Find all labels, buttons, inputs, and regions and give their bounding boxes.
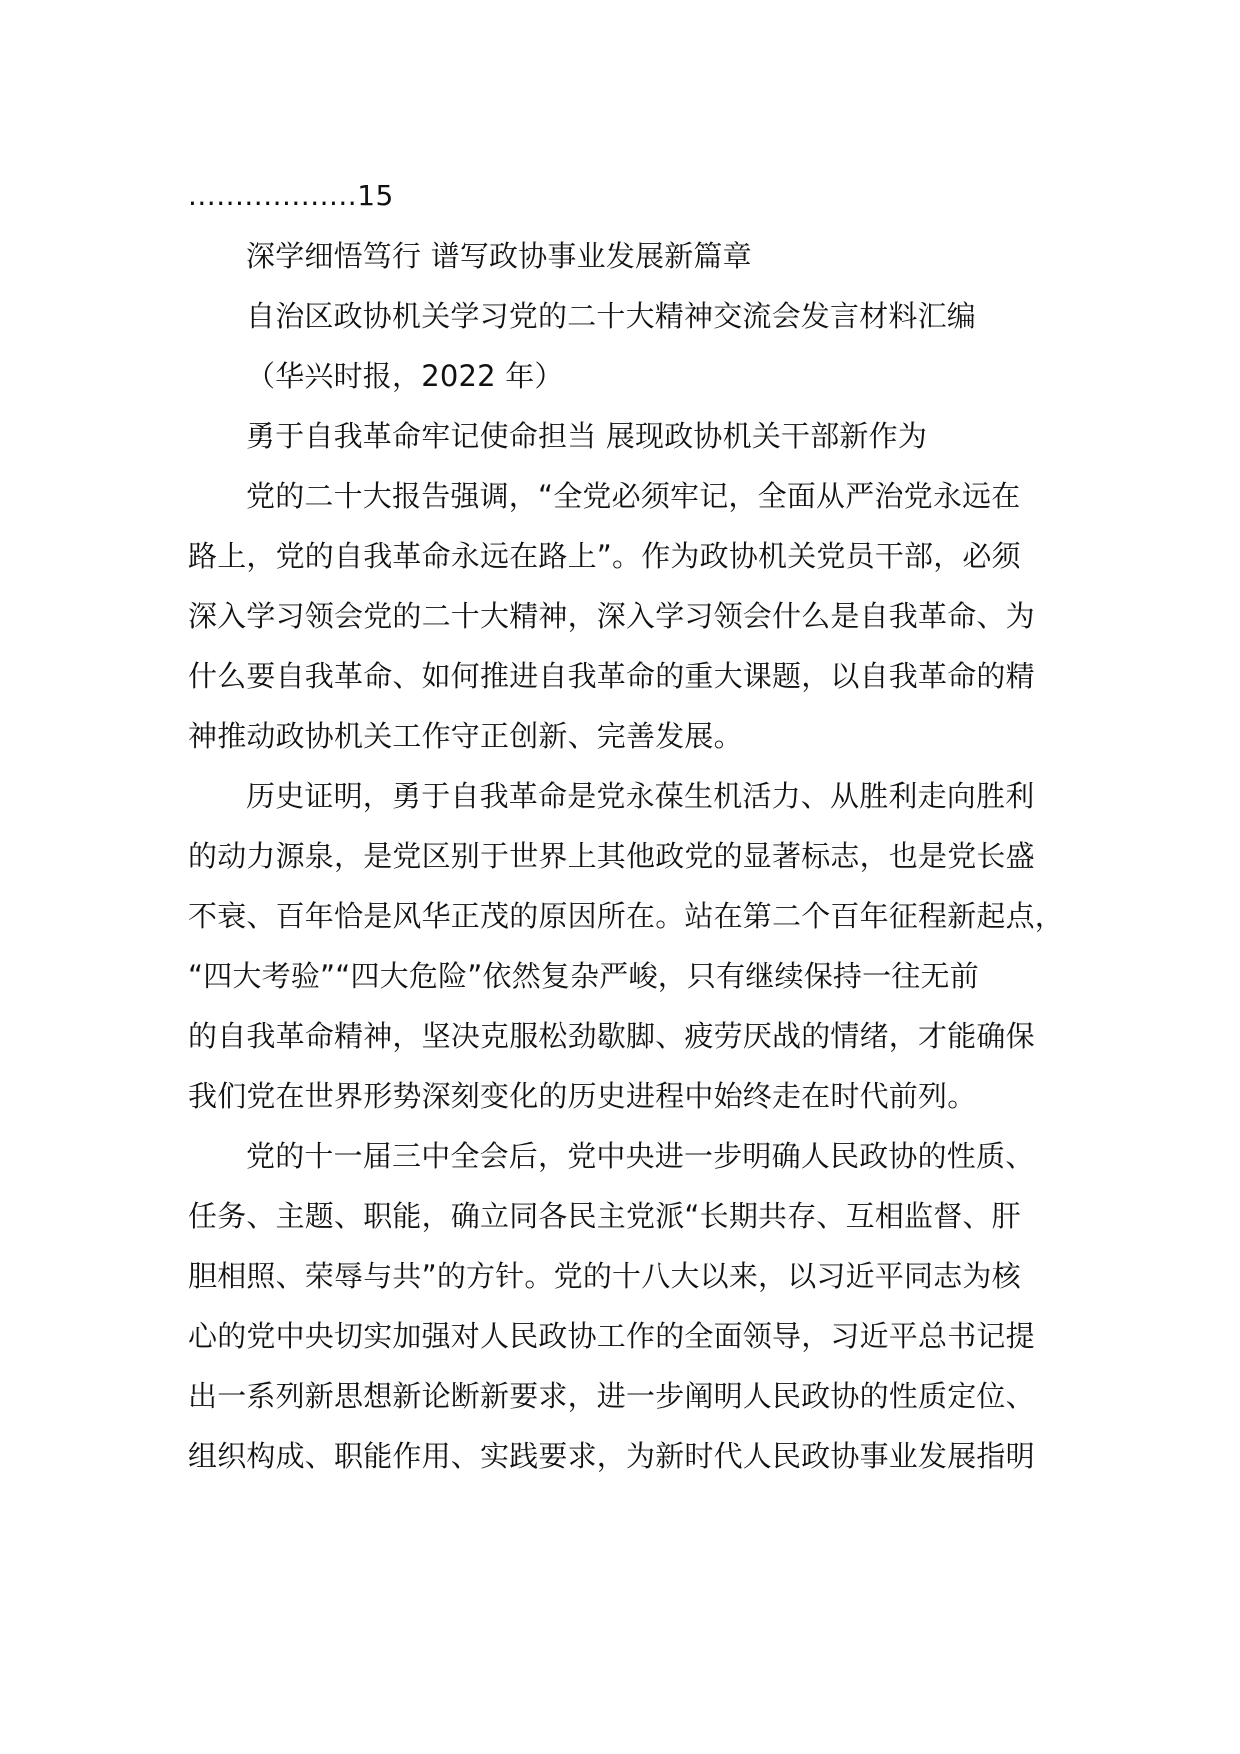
paragraph-line: 心的党中央切实加强对人民政协工作的全面领导，习近平总书记提 <box>188 1319 1035 1353</box>
paragraph-line: 路上，党的自我革命永远在路上”。作为政协机关党员干部，必须 <box>188 539 1021 573</box>
paragraph-line: 历史证明，勇于自我革命是党永葆生机活力、从胜利走向胜利 <box>246 779 1035 813</box>
paragraph-line: 我们党在世界形势深刻变化的历史进程中始终走在时代前列。 <box>188 1079 977 1113</box>
toc-page-number: ..................15 <box>188 179 394 212</box>
article-title: 深学细悟笃行 谱写政协事业发展新篇章 <box>246 239 752 273</box>
paragraph-line: 深入学习领会党的二十大精神，深入学习领会什么是自我革命、为 <box>188 599 1035 633</box>
paragraph-line: 出一系列新思想新论断新要求，进一步阐明人民政协的性质定位、 <box>188 1379 1035 1413</box>
paragraph-line: 的动力源泉，是党区别于世界上其他政党的显著标志，也是党长盛 <box>188 839 1035 873</box>
section-heading: 勇于自我革命牢记使命担当 展现政协机关干部新作为 <box>246 419 928 453</box>
source-note: （华兴时报，2022 年） <box>246 359 564 393</box>
paragraph-line: 什么要自我革命、如何推进自我革命的重大课题，以自我革命的精 <box>188 659 1035 693</box>
paragraph-line: 不衰、百年恰是风华正茂的原因所在。站在第二个百年征程新起点， <box>188 899 1065 933</box>
compilation-title: 自治区政协机关学习党的二十大精神交流会发言材料汇编 <box>246 299 977 333</box>
paragraph-line: “四大考验”“四大危险”依然复杂严峻，只有继续保持一往无前 <box>188 959 979 993</box>
paragraph-line: 胆相照、荣辱与共”的方针。党的十八大以来，以习近平同志为核 <box>188 1259 1021 1293</box>
paragraph-line: 组织构成、职能作用、实践要求，为新时代人民政协事业发展指明 <box>188 1439 1035 1473</box>
paragraph-line: 神推动政协机关工作守正创新、完善发展。 <box>188 719 743 753</box>
paragraph-line: 党的十一届三中全会后，党中央进一步明确人民政协的性质、 <box>246 1139 1035 1173</box>
paragraph-line: 党的二十大报告强调，“全党必须牢记，全面从严治党永远在 <box>246 479 1021 513</box>
paragraph-line: 的自我革命精神，坚决克服松劲歇脚、疲劳厌战的情绪，才能确保 <box>188 1019 1035 1053</box>
paragraph-line: 任务、主题、职能，确立同各民主党派“长期共存、互相监督、肝 <box>188 1199 1021 1233</box>
